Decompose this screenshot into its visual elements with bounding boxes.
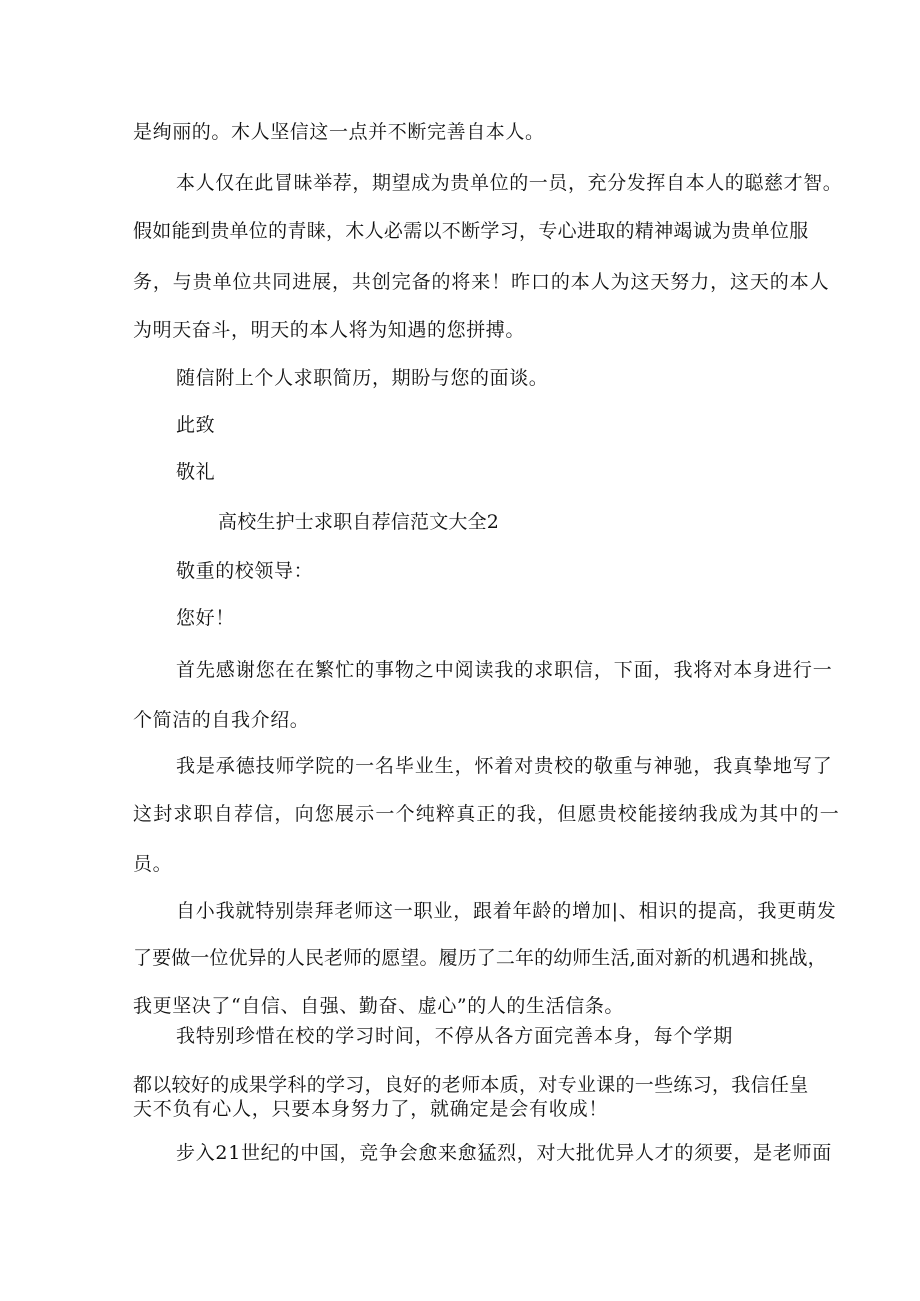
text-line: 这封求职自荐信，向您展示一个纯粹真正的我，但愿贵校能接纳我成为其中的一 — [133, 803, 841, 825]
text-line: 天不负有心人，只要本身努力了，就确定是会有收成！ — [133, 1098, 609, 1120]
greeting: 敬重的校领导： — [176, 560, 314, 582]
text-line: 本人仅在此冒昧举荐，期望成为贵单位的一员，充分发挥自本人的聪慈才智。 — [176, 172, 843, 194]
text-line: 是绚丽的。木人坚信这一点并不断完善自本人。 — [133, 121, 545, 143]
greeting-hello: 您好！ — [176, 607, 235, 629]
text-line: 我特别珍惜在校的学习时间，不停从各方面完善本身，每个学期 — [176, 1025, 734, 1047]
text-line: 务，与贵单位共同进展，共创完备的将来！昨口的本人为这天努力，这天的本人 — [133, 271, 830, 293]
text-line: 自小我就特别崇拜老师这一职业，跟着年龄的增加|、相识的提高，我更萌发 — [176, 900, 837, 922]
text-line: 步入21世纪的中国，竞争会愈来愈猛烈，对大批优异人才的须要，是老师面 — [176, 1142, 832, 1164]
text-line: 假如能到贵单位的青睐，木人必需以不断学习，专心进取的精神竭诚为贵单位服 — [133, 220, 809, 242]
text-line: 个简洁的自我介绍。 — [133, 709, 310, 731]
text-line: 员。 — [133, 853, 173, 875]
text-line: 首先感谢您在在繁忙的事物之中阅读我的求职信，下面，我将对本身进行一 — [176, 659, 833, 681]
text-line: 为明天奋斗，明天的本人将为知遇的您拼搏。 — [133, 319, 526, 341]
text-line: 我更坚决了“自信、自强、勤奋、虚心”的人的生活信条。 — [133, 995, 625, 1017]
text-line: 都以较好的成果学科的学习，良好的老师本质，对专业课的一些练习，我信任皇 — [133, 1074, 809, 1096]
closing-regards: 敬礼 — [176, 461, 216, 483]
text-line: 我是承德技师学院的一名毕业生，怀着对贵校的敬重与神驰，我真挚地写了 — [176, 755, 833, 777]
text-line: 了要做一位优异的人民老师的愿望。履历了二年的幼师生活,面对新的机遇和挑战， — [133, 947, 827, 969]
closing-salutation: 此致 — [176, 414, 216, 436]
text-line: 随信附上个人求职简历，期盼与您的面谈。 — [176, 367, 549, 389]
section-title: 高校生护士求职自荐信范文大全2 — [218, 511, 500, 533]
